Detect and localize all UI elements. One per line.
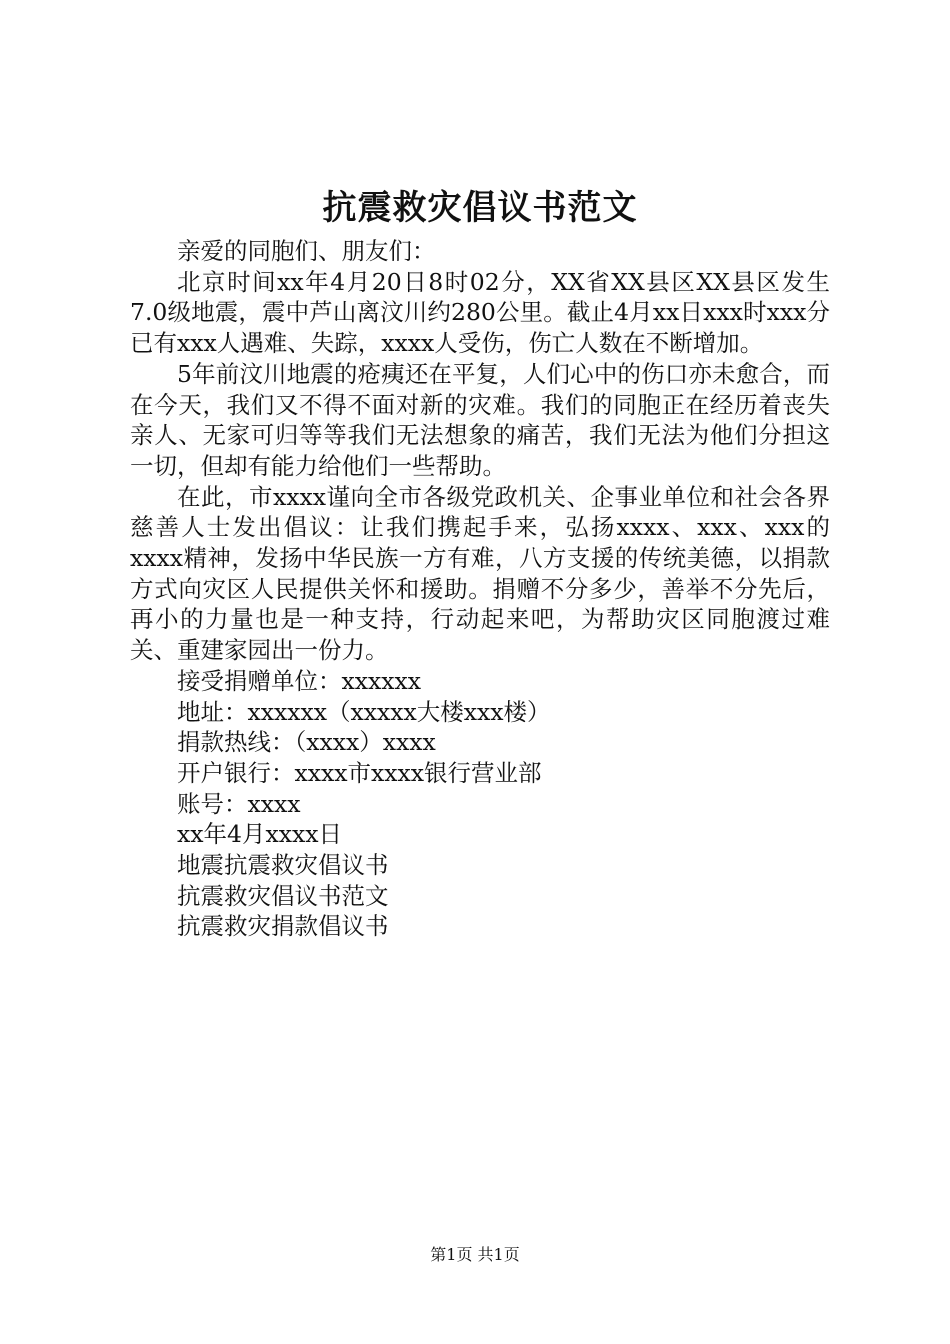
- related-item: 抗震救灾捐款倡议书: [177, 912, 389, 941]
- donation-recipient: 接受捐赠单位：xxxxxx: [177, 666, 422, 695]
- document-title: 抗震救灾倡议书范文: [322, 188, 638, 228]
- document-body: [130, 236, 830, 942]
- paragraph-earthquake-report: 北京时间xx年4月20日8时02分，XX省XX县区XX县区发生7.0级地震，震中芦山离汶川约280公里。截止4月xx日xxx时xxx分已有xxx人遇难、失踪，xxxx人受伤，伤亡人数在不断增加。: [130, 267, 830, 358]
- page-footer: 第1页 共1页: [430, 1245, 520, 1264]
- donation-hotline: 捐款热线：（xxxx）xxxx: [177, 728, 436, 757]
- document-page: [130, 0, 830, 1344]
- related-item: 抗震救灾倡议书范文: [177, 881, 389, 910]
- salutation: 亲爱的同胞们、朋友们：: [177, 237, 436, 265]
- related-item: 地震抗震救灾倡议书: [177, 851, 389, 880]
- document-date: xx年4月xxxx日: [177, 820, 342, 849]
- donation-account: 账号：xxxx: [177, 789, 301, 818]
- paragraph-appeal: 在此，市xxxx谨向全市各级党政机关、企事业单位和社会各界慈善人士发出倡议：让我们携起手来，弘扬xxxx、xxx、xxx的xxxx精神，发扬中华民族一方有难，八方支援的传统美德，以捐款方式向灾区人民提供关怀和援助。捐赠不分多少，善举不分先后，再小的力量也是一种支持，行动起来吧，为帮助灾区同胞渡过难关、重建家园出一份力。: [130, 482, 830, 665]
- paragraph-wenchuan-memory: 5年前汶川地震的疮痍还在平复，人们心中的伤口亦未愈合，而在今天，我们又不得不面对新的灾难。我们的同胞正在经历着丧失亲人、无家可归等等我们无法想象的痛苦，我们无法为他们分担这一切，但却有能力给他们一些帮助。: [130, 359, 830, 480]
- donation-bank: 开户银行：xxxx市xxxx银行营业部: [177, 758, 542, 787]
- donation-address: 地址：xxxxxx（xxxxx大楼xxx楼）: [177, 697, 551, 726]
